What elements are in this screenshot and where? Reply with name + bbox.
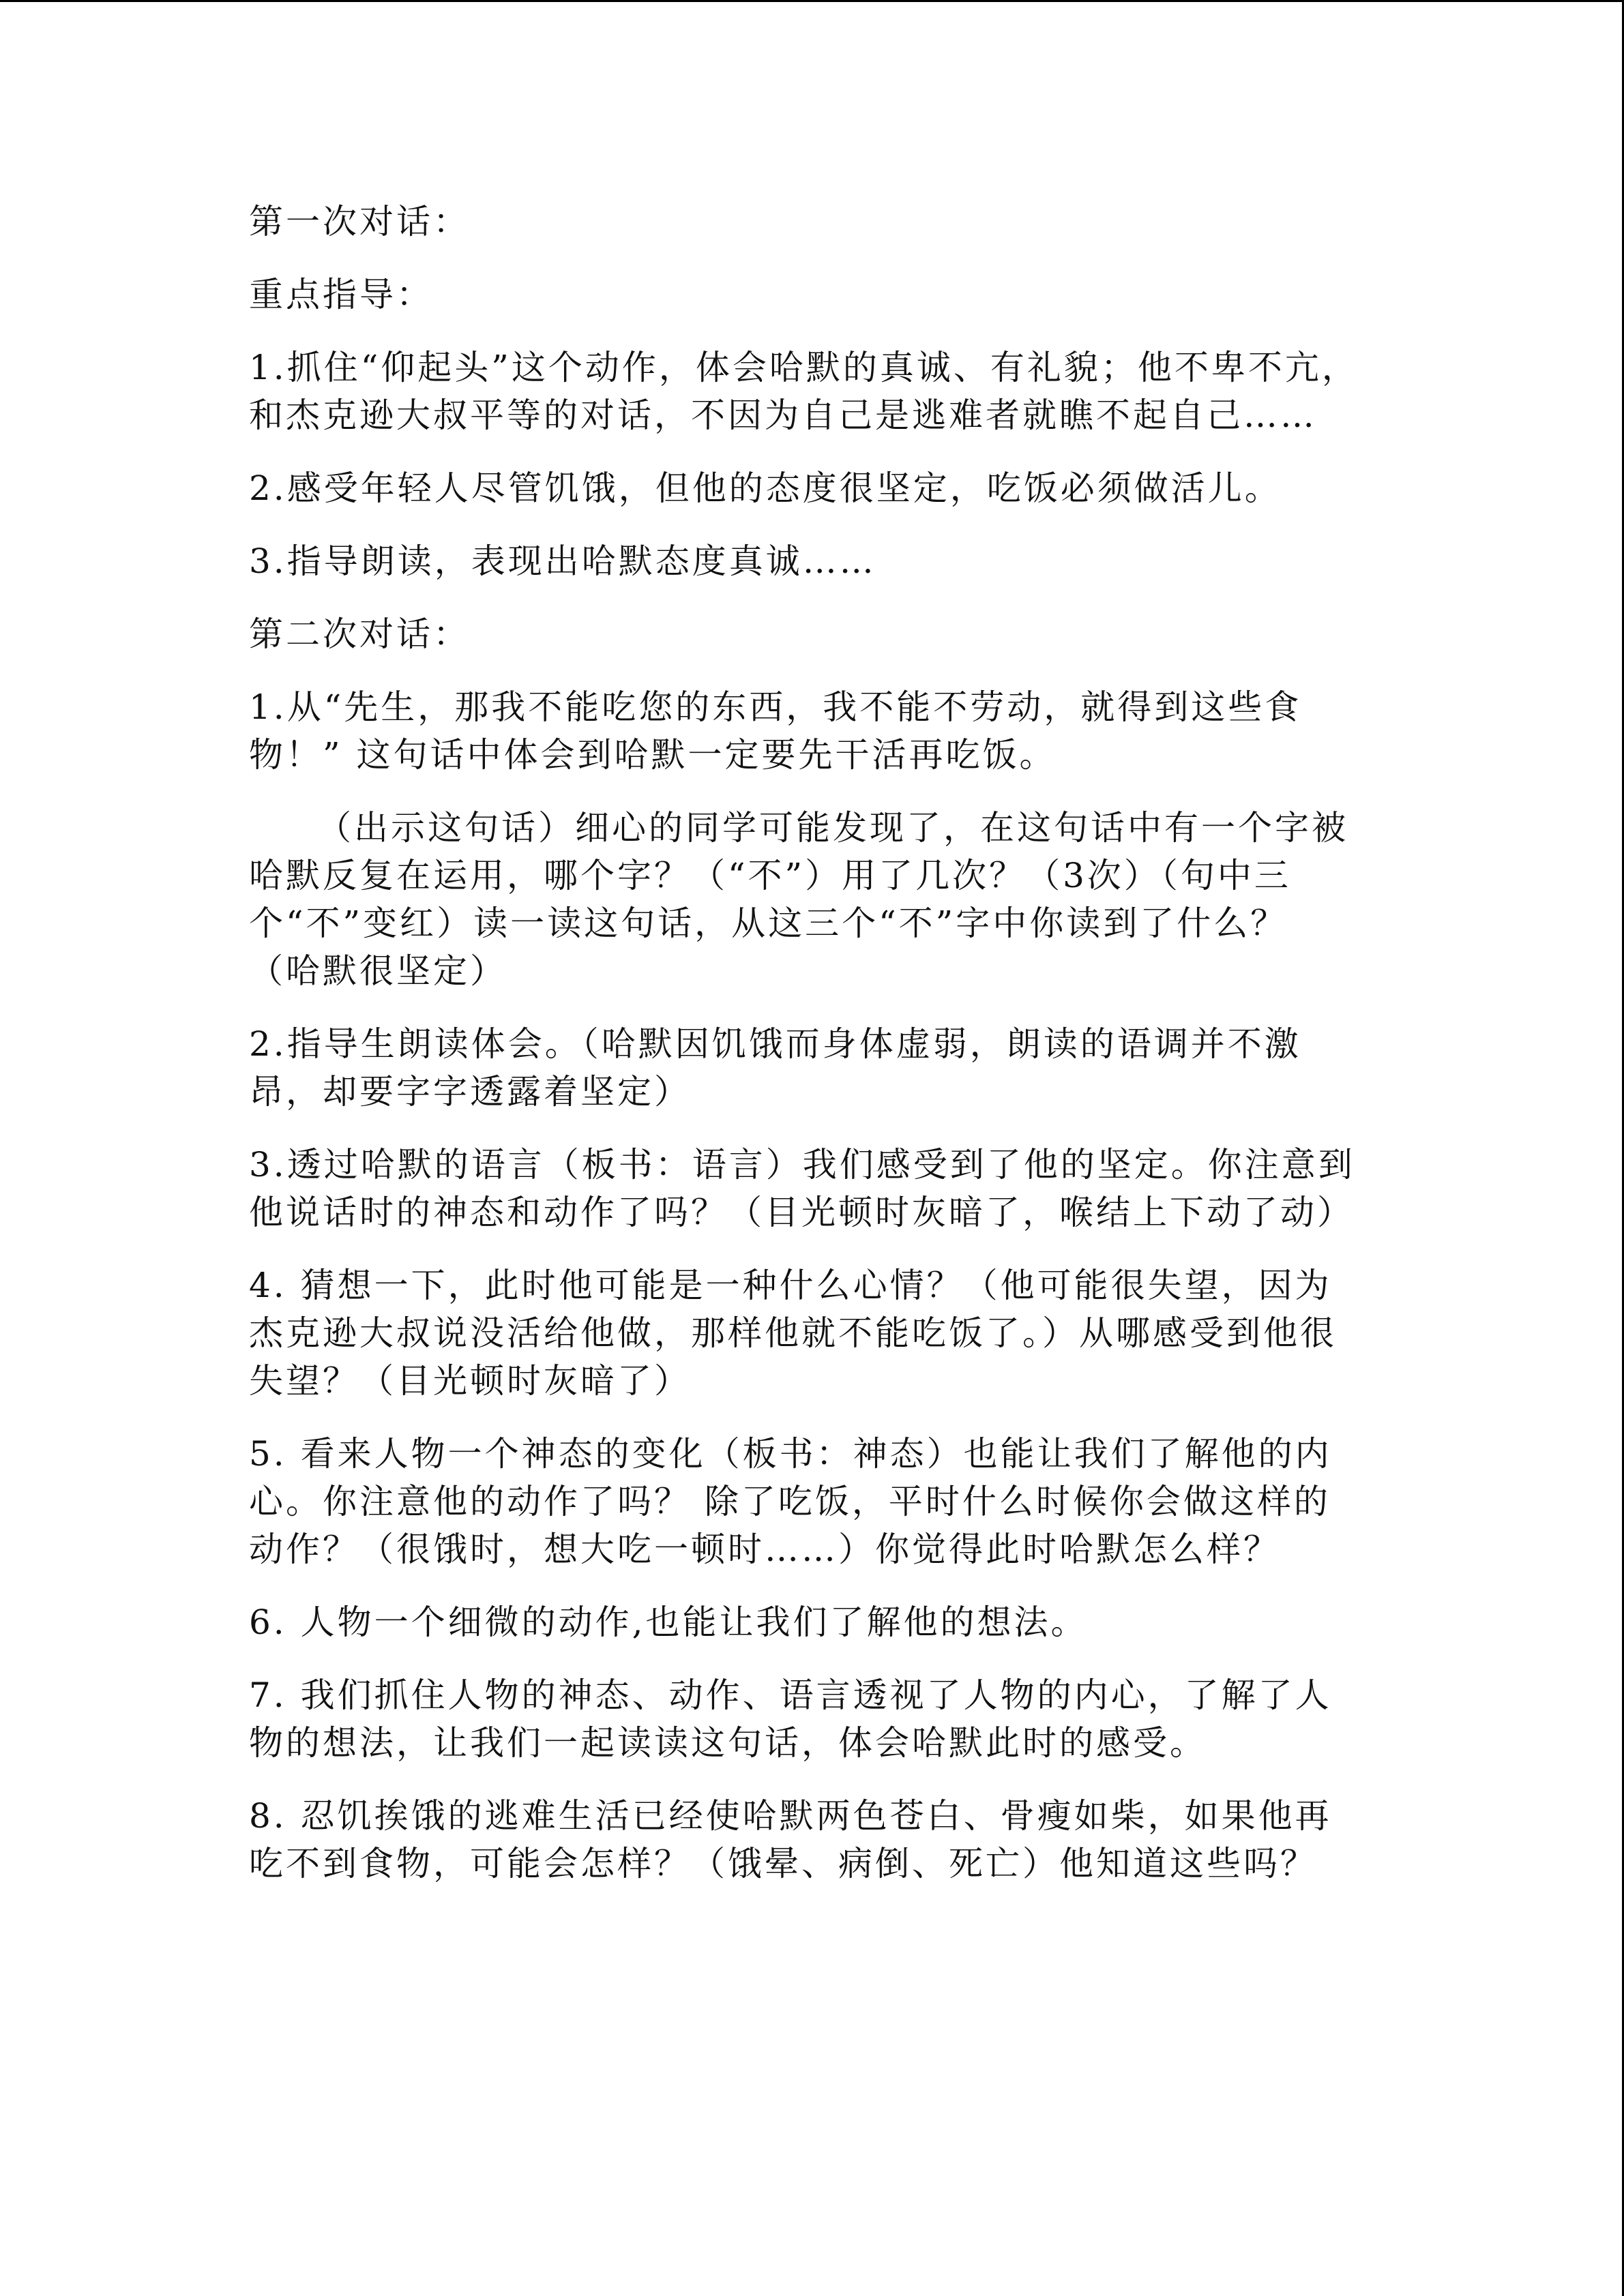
paragraph: 2.感受年轻人尽管饥饿，但他的态度很坚定，吃饭必须做活儿。 bbox=[249, 468, 1282, 508]
paragraph: 2.指导生朗读体会。（哈默因饥饿而身体虚弱，朗读的语调并不激昂，却要字字透露着坚定） bbox=[249, 1024, 1301, 1112]
paragraph: 6. 人物一个细微的动作,也能让我们了解他的想法。 bbox=[249, 1602, 1088, 1642]
paragraph: 7. 我们抓住人物的神态、动作、语言透视了人物的内心，了解了人物的想法，让我们一起读读这句话，体会哈默此时的感受。 bbox=[249, 1675, 1332, 1763]
paragraph: 3.指导朗读，表现出哈默态度真诚…… bbox=[249, 541, 876, 581]
heading-second-dialogue: 第二次对话： bbox=[249, 614, 470, 654]
paragraph: 3.透过哈默的语言（板书：语言）我们感受到了他的坚定。你注意到他说话时的神态和动作了吗？（目光顿时灰暗了，喉结上下动了动） bbox=[249, 1145, 1355, 1232]
paragraph: 1.抓住“仰起头”这个动作，体会哈默的真诚、有礼貌；他不卑不亢，和杰克逊大叔平等的对话，不因为自己是逃难者就瞧不起自己…… bbox=[249, 348, 1359, 435]
paragraph: 4. 猜想一下，此时他可能是一种什么心情？（他可能很失望，因为杰克逊大叔说没活给他做，那样他就不能吃饭了。）从哪感受到他很失望？（目光顿时灰暗了） bbox=[249, 1266, 1337, 1401]
heading-first-dialogue: 第一次对话： bbox=[249, 202, 470, 241]
document-body bbox=[249, 198, 1361, 1913]
paragraph: 8. 忍饥挨饿的逃难生活已经使哈默两色苍白、骨瘦如柴，如果他再吃不到食物，可能会怎样？（饿晕、病倒、死亡）他知道这些吗？ bbox=[249, 1796, 1332, 1883]
paragraph-indented: （出示这句话）细心的同学可能发现了，在这句话中有一个字被哈默反复在运用，哪个字？（“不”）用了几次？（3次）（句中三个“不”变红）读一读这句话，从这三个“不”字中你读到了什么？（哈默很坚定） bbox=[249, 808, 1348, 991]
paragraph: 5. 看来人物一个神态的变化（板书：神态）也能让我们了解他的内心。你注意他的动作了吗？ 除了吃饭，平时什么时候你会做这样的动作？（很饿时，想大吃一顿时……）你觉得此时哈默怎么样？ bbox=[249, 1434, 1332, 1569]
heading-key-guidance: 重点指导： bbox=[249, 275, 433, 314]
paragraph: 1.从“先生，那我不能吃您的东西，我不能不劳动，就得到这些食物！” 这句话中体会到哈默一定要先干活再吃饭。 bbox=[249, 687, 1302, 775]
